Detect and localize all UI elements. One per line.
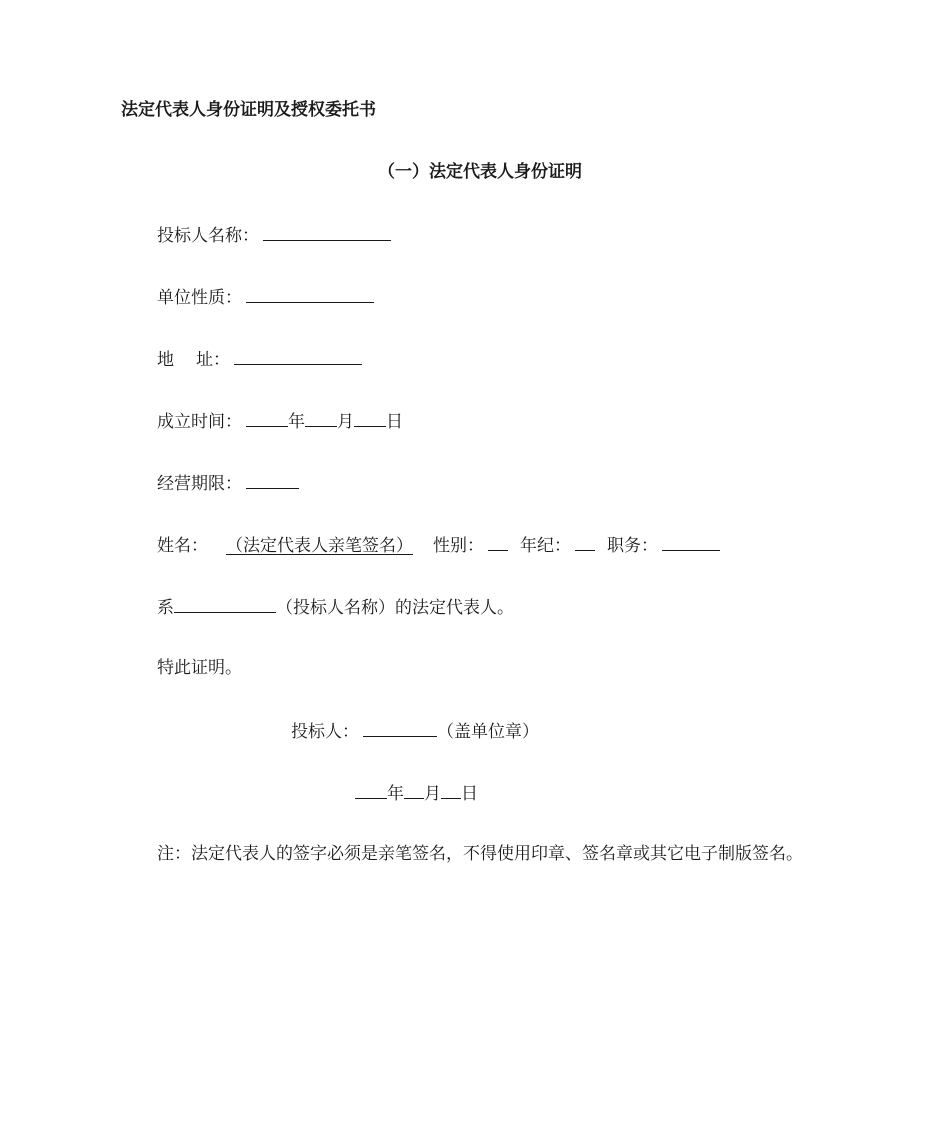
bidder-signoff-label: 投标人： — [291, 722, 359, 742]
bidder-signoff-row — [291, 718, 539, 744]
signature-field — [214, 536, 421, 556]
signoff-year-unit: 年 — [387, 784, 404, 804]
gender-blank — [488, 532, 508, 551]
document-title: 法定代表人身份证明及授权委托书 — [121, 100, 376, 120]
section-title: （一）法定代表人身份证明 — [378, 162, 582, 182]
representative-row — [157, 532, 720, 558]
gender-label: 性别： — [433, 536, 484, 556]
term-label: 经营期限： — [157, 474, 242, 494]
statement-suffix: （投标人名称）的法定代表人。 — [276, 598, 514, 618]
signoff-day-unit: 日 — [461, 784, 478, 804]
established-month-unit: 月 — [337, 412, 354, 432]
bidder-name-row — [157, 222, 391, 248]
bidder-signoff-blank — [363, 718, 437, 737]
term-blank — [246, 470, 299, 489]
position-label: 职务： — [607, 536, 658, 556]
note-row — [157, 842, 803, 866]
bidder-name-label: 投标人名称： — [157, 226, 259, 246]
established-row — [157, 408, 403, 434]
signature-hint: （法定代表人亲笔签名） — [226, 536, 413, 556]
age-label: 年纪： — [520, 536, 571, 556]
name-label: 姓名： — [157, 536, 208, 556]
bidder-name-blank — [263, 222, 391, 241]
seal-hint: （盖单位章） — [437, 722, 539, 742]
certify-row — [157, 656, 242, 680]
established-day-blank — [354, 408, 386, 427]
address-label-char-2: 址： — [196, 350, 230, 370]
established-month-blank — [305, 408, 337, 427]
note-text: 注：法定代表人的签字必须是亲笔签名，不得使用印章、签名章或其它电子制版签名。 — [157, 844, 803, 864]
signoff-date-row — [355, 780, 478, 806]
address-blank — [234, 346, 362, 365]
statement-prefix: 系 — [157, 598, 174, 618]
established-day-unit: 日 — [386, 412, 403, 432]
signoff-year-blank — [355, 780, 387, 799]
statement-blank — [174, 594, 276, 613]
signoff-month-blank — [404, 780, 424, 799]
certify-text: 特此证明。 — [157, 658, 242, 678]
unit-nature-blank — [246, 284, 374, 303]
age-blank — [575, 532, 595, 551]
position-blank — [662, 532, 720, 551]
unit-nature-row — [157, 284, 374, 310]
signoff-day-blank — [441, 780, 461, 799]
statement-row — [157, 594, 514, 620]
address-label-char-1: 地 — [157, 350, 174, 370]
signoff-month-unit: 月 — [424, 784, 441, 804]
unit-nature-label: 单位性质： — [157, 288, 242, 308]
established-year-blank — [246, 408, 288, 427]
address-row — [157, 346, 362, 372]
term-row — [157, 470, 299, 496]
established-label: 成立时间： — [157, 412, 242, 432]
established-year-unit: 年 — [288, 412, 305, 432]
